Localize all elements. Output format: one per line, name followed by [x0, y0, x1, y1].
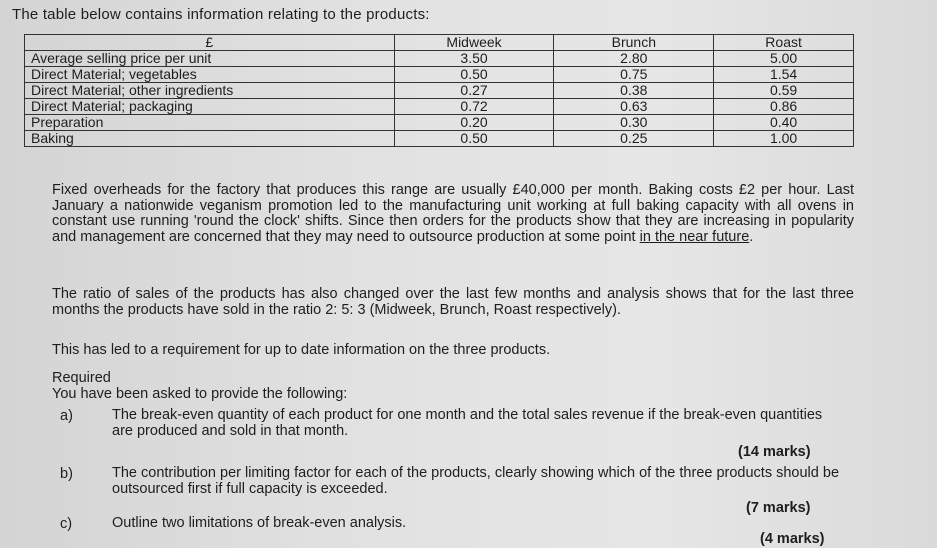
cell-roast: 0.59	[714, 83, 854, 99]
cell-midweek: 0.20	[394, 115, 554, 131]
question-c-text: Outline two limitations of break-even analysis.	[112, 515, 407, 531]
table-row	[25, 51, 854, 67]
cell-brunch: 0.75	[554, 67, 714, 83]
cell-brunch: 0.25	[554, 131, 714, 147]
sales-ratio-paragraph: The ratio of sales of the products has also changed over the last few months and analysis shows that for the last three months the products have sold in the ratio 2: 5: 3 (Midweek, Brunch, Roast respectively).	[52, 286, 854, 318]
header-midweek: Midweek	[394, 35, 554, 51]
cell-roast: 1.00	[714, 131, 854, 147]
cell-roast: 0.86	[714, 99, 854, 115]
table-row	[25, 99, 854, 115]
cell-roast: 5.00	[714, 51, 854, 67]
table-row	[25, 131, 854, 147]
cell-brunch: 0.38	[554, 83, 714, 99]
question-a-label: a)	[60, 408, 73, 424]
row-label: Direct Material; packaging	[25, 99, 395, 115]
table-row	[25, 67, 854, 83]
required-section	[52, 371, 854, 402]
required-intro: You have been asked to provide the following:	[52, 385, 348, 402]
row-label: Direct Material; vegetables	[25, 67, 395, 83]
cell-midweek: 3.50	[394, 51, 554, 67]
cell-brunch: 2.80	[554, 51, 714, 67]
cell-roast: 1.54	[714, 67, 854, 83]
header-roast: Roast	[714, 35, 854, 51]
cell-roast: 0.40	[714, 115, 854, 131]
paragraph-text: Fixed overheads for the factory that produces this range are usually £40,000 per month. Baking costs £2 per hour. Last January a nationwide veganism promotion led to the manufacturing unit working at full baking capacity with all ovens in constant use running 'round the clock' shifts. Since then orders for the products show that they are increasing in popularity and management are concerned that they may need to outsource production at some point	[52, 182, 854, 245]
required-heading: Required	[52, 370, 111, 386]
fixed-overheads-paragraph	[52, 183, 854, 245]
table-row	[25, 115, 854, 131]
product-cost-table	[24, 34, 854, 147]
question-c-label: c)	[60, 516, 73, 532]
underlined-text: in the near future	[639, 228, 750, 245]
table-row	[25, 83, 854, 99]
question-b-label: b)	[60, 466, 73, 482]
question-c-marks: (4 marks)	[760, 531, 825, 547]
requirement-paragraph: This has led to a requirement for up to date information on the three products.	[52, 342, 551, 358]
question-b-marks: (7 marks)	[746, 500, 811, 516]
intro-text: The table below contains information relating to the products:	[12, 6, 430, 23]
cell-midweek: 0.50	[394, 131, 554, 147]
cell-midweek: 0.72	[394, 99, 554, 115]
question-b-text: The contribution per limiting factor for each of the products, clearly showing which of the three products should be outsourced first if full capacity is exceeded.	[112, 465, 840, 497]
question-a-marks: (14 marks)	[738, 444, 811, 460]
table-header-row	[25, 35, 854, 51]
cell-brunch: 0.30	[554, 115, 714, 131]
row-label: Direct Material; other ingredients	[25, 83, 395, 99]
cell-brunch: 0.63	[554, 99, 714, 115]
cell-midweek: 0.27	[394, 83, 554, 99]
header-currency: £	[25, 35, 395, 51]
paragraph-end: .	[749, 228, 754, 245]
cell-midweek: 0.50	[394, 67, 554, 83]
header-brunch: Brunch	[554, 35, 714, 51]
row-label: Baking	[25, 131, 395, 147]
row-label: Preparation	[25, 115, 395, 131]
question-a-text: The break-even quantity of each product for one month and the total sales revenue if the break-even quantities are produced and sold in that month.	[112, 407, 823, 439]
row-label: Average selling price per unit	[25, 51, 395, 67]
